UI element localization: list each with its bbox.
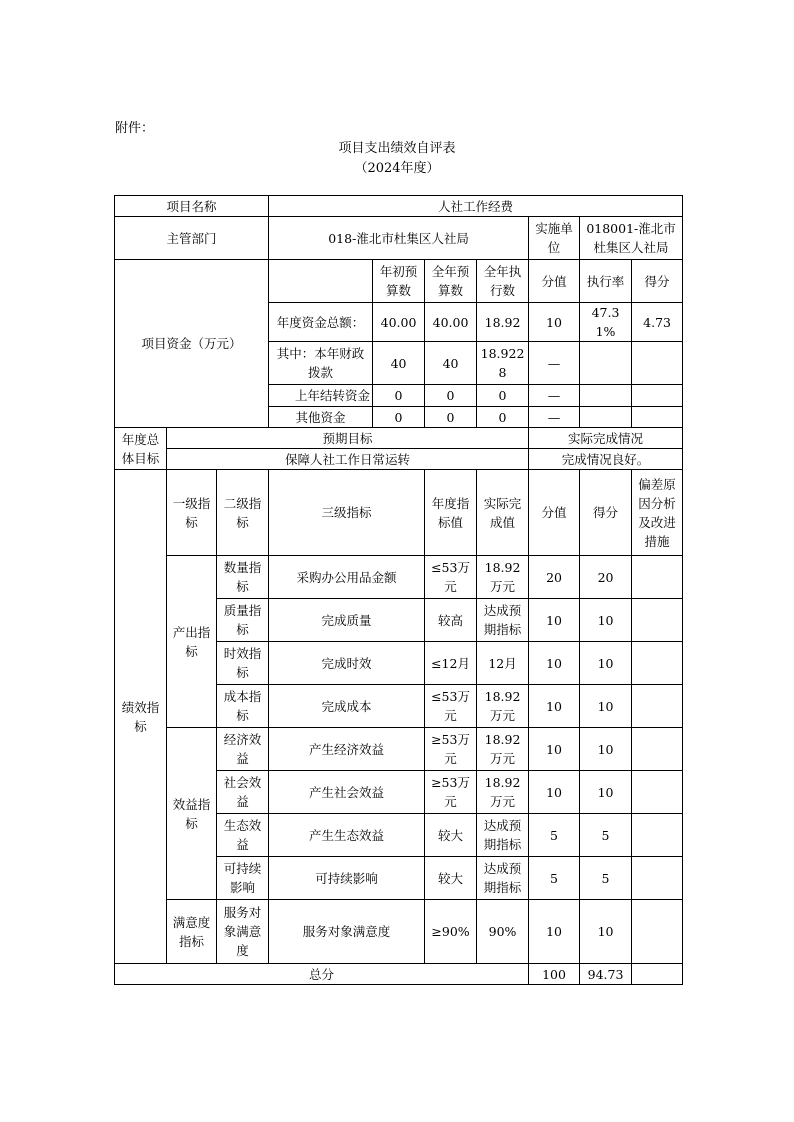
perf-level3: 采购办公用品金额 (269, 556, 425, 599)
funds-row-score: — (529, 342, 580, 385)
funds-header-initial: 年初预算数 (373, 260, 425, 303)
perf-actual: 18.92万元 (477, 556, 529, 599)
perf-note (632, 857, 683, 900)
perf-header-note: 偏差原因分析及改进措施 (632, 470, 683, 556)
total-note (632, 964, 683, 985)
goal-content-row (115, 449, 683, 470)
department-row (115, 217, 683, 260)
perf-note (632, 900, 683, 964)
funds-row-got (632, 407, 683, 428)
goal-actual-label: 实际完成情况 (529, 428, 683, 449)
perf-got: 10 (580, 728, 632, 771)
funds-row-initial: 40.00 (373, 303, 425, 342)
perf-target: ≤53万元 (425, 556, 477, 599)
perf-level3: 可持续影响 (269, 857, 425, 900)
perf-level1: 满意度指标 (167, 900, 217, 964)
goal-actual: 完成情况良好。 (529, 449, 683, 470)
perf-note (632, 599, 683, 642)
perf-target: ≥53万元 (425, 728, 477, 771)
project-name-value: 人社工作经费 (269, 196, 683, 217)
funds-row-rate (580, 342, 632, 385)
perf-level3: 产生生态效益 (269, 814, 425, 857)
funds-row-exec: 18.9228 (477, 342, 529, 385)
perf-level3: 完成质量 (269, 599, 425, 642)
perf-actual: 达成预期指标 (477, 814, 529, 857)
perf-got: 10 (580, 900, 632, 964)
funds-header-blank (269, 260, 373, 303)
dept-value: 018-淮北市杜集区人社局 (269, 217, 529, 260)
funds-header-score: 分值 (529, 260, 580, 303)
funds-row-full: 0 (425, 385, 477, 407)
perf-score: 5 (529, 857, 580, 900)
perf-level1: 产出指标 (167, 556, 217, 728)
perf-level3: 完成时效 (269, 642, 425, 685)
funds-row-initial: 0 (373, 407, 425, 428)
perf-note (632, 728, 683, 771)
perf-row (115, 556, 683, 599)
funds-header-exec: 全年执行数 (477, 260, 529, 303)
perf-header-score: 分值 (529, 470, 580, 556)
total-row (115, 964, 683, 985)
perf-level2: 时效指标 (217, 642, 269, 685)
funds-row-got (632, 342, 683, 385)
perf-level2: 数量指标 (217, 556, 269, 599)
perf-score: 10 (529, 771, 580, 814)
funds-row-full: 40 (425, 342, 477, 385)
funds-row-exec: 0 (477, 385, 529, 407)
perf-got: 10 (580, 771, 632, 814)
total-score: 100 (529, 964, 580, 985)
funds-row-name: 其中：本年财政拨款 (269, 342, 373, 385)
perf-level2: 成本指标 (217, 685, 269, 728)
funds-header-got: 得分 (632, 260, 683, 303)
dept-label: 主管部门 (115, 217, 269, 260)
perf-target: 较大 (425, 814, 477, 857)
funds-row-rate: 47.31% (580, 303, 632, 342)
funds-row-name: 上年结转资金 (269, 385, 373, 407)
perf-level2: 服务对象满意度 (217, 900, 269, 964)
perf-score: 10 (529, 642, 580, 685)
perf-actual: 18.92万元 (477, 685, 529, 728)
perf-target: 较高 (425, 599, 477, 642)
perf-level2: 社会效益 (217, 771, 269, 814)
perf-header-level2: 二级指标 (217, 470, 269, 556)
funds-header-row (115, 260, 683, 303)
perf-score: 10 (529, 900, 580, 964)
perf-header-target: 年度指标值 (425, 470, 477, 556)
funds-row-got (632, 385, 683, 407)
perf-actual: 90% (477, 900, 529, 964)
goal-expected-label: 预期目标 (167, 428, 529, 449)
goal-expected: 保障人社工作日常运转 (167, 449, 529, 470)
funds-row-exec: 18.92 (477, 303, 529, 342)
perf-target: ≤53万元 (425, 685, 477, 728)
perf-level2: 质量指标 (217, 599, 269, 642)
perf-got: 10 (580, 599, 632, 642)
perf-header-got: 得分 (580, 470, 632, 556)
perf-level3: 产生社会效益 (269, 771, 425, 814)
perf-header-level3: 三级指标 (269, 470, 425, 556)
impl-unit-value: 018001-淮北市杜集区人社局 (580, 217, 683, 260)
perf-level1: 效益指标 (167, 728, 217, 900)
perf-got: 10 (580, 642, 632, 685)
perf-score: 5 (529, 814, 580, 857)
perf-row (115, 900, 683, 964)
perf-got: 20 (580, 556, 632, 599)
project-name-label: 项目名称 (115, 196, 269, 217)
page-subtitle: （2024年度） (354, 161, 440, 176)
perf-target: 较大 (425, 857, 477, 900)
self-evaluation-table (114, 195, 683, 985)
perf-actual: 达成预期指标 (477, 857, 529, 900)
perf-note (632, 685, 683, 728)
funds-row-score: 10 (529, 303, 580, 342)
perf-header-level1: 一级指标 (167, 470, 217, 556)
perf-got: 5 (580, 857, 632, 900)
perf-score: 20 (529, 556, 580, 599)
perf-note (632, 642, 683, 685)
perf-target: ≥53万元 (425, 771, 477, 814)
goal-header-row (115, 428, 683, 449)
funds-row-rate (580, 385, 632, 407)
perf-level3: 服务对象满意度 (269, 900, 425, 964)
funds-row-got: 4.73 (632, 303, 683, 342)
perf-label: 绩效指标 (115, 470, 167, 964)
goal-label: 年度总体目标 (115, 428, 167, 470)
funds-row-name: 年度资金总额： (269, 303, 373, 342)
perf-level3: 产生经济效益 (269, 728, 425, 771)
perf-score: 10 (529, 728, 580, 771)
perf-actual: 达成预期指标 (477, 599, 529, 642)
funds-row-full: 0 (425, 407, 477, 428)
perf-score: 10 (529, 685, 580, 728)
perf-score: 10 (529, 599, 580, 642)
funds-row-initial: 0 (373, 385, 425, 407)
perf-level2: 可持续影响 (217, 857, 269, 900)
attachment-label: 附件： (115, 121, 155, 136)
perf-actual: 18.92万元 (477, 771, 529, 814)
perf-level2: 经济效益 (217, 728, 269, 771)
funds-row-name: 其他资金 (269, 407, 373, 428)
total-label: 总分 (115, 964, 529, 985)
perf-level3: 完成成本 (269, 685, 425, 728)
perf-note (632, 771, 683, 814)
funds-row-score: — (529, 407, 580, 428)
total-got: 94.73 (580, 964, 632, 985)
perf-level2: 生态效益 (217, 814, 269, 857)
perf-actual: 12月 (477, 642, 529, 685)
perf-header-row (115, 470, 683, 556)
perf-actual: 18.92万元 (477, 728, 529, 771)
perf-got: 5 (580, 814, 632, 857)
perf-target: ≤12月 (425, 642, 477, 685)
perf-got: 10 (580, 685, 632, 728)
funds-header-full: 全年预算数 (425, 260, 477, 303)
project-name-row (115, 196, 683, 217)
funds-label: 项目资金（万元） (115, 260, 269, 428)
funds-row-full: 40.00 (425, 303, 477, 342)
perf-target: ≥90% (425, 900, 477, 964)
page-title: 项目支出绩效自评表 (338, 141, 456, 156)
perf-note (632, 814, 683, 857)
funds-row-initial: 40 (373, 342, 425, 385)
funds-row-score: — (529, 385, 580, 407)
funds-row-exec: 0 (477, 407, 529, 428)
perf-header-actual: 实际完成值 (477, 470, 529, 556)
perf-row (115, 728, 683, 771)
impl-unit-label: 实施单位 (529, 217, 580, 260)
funds-row-rate (580, 407, 632, 428)
perf-note (632, 556, 683, 599)
funds-header-rate: 执行率 (580, 260, 632, 303)
